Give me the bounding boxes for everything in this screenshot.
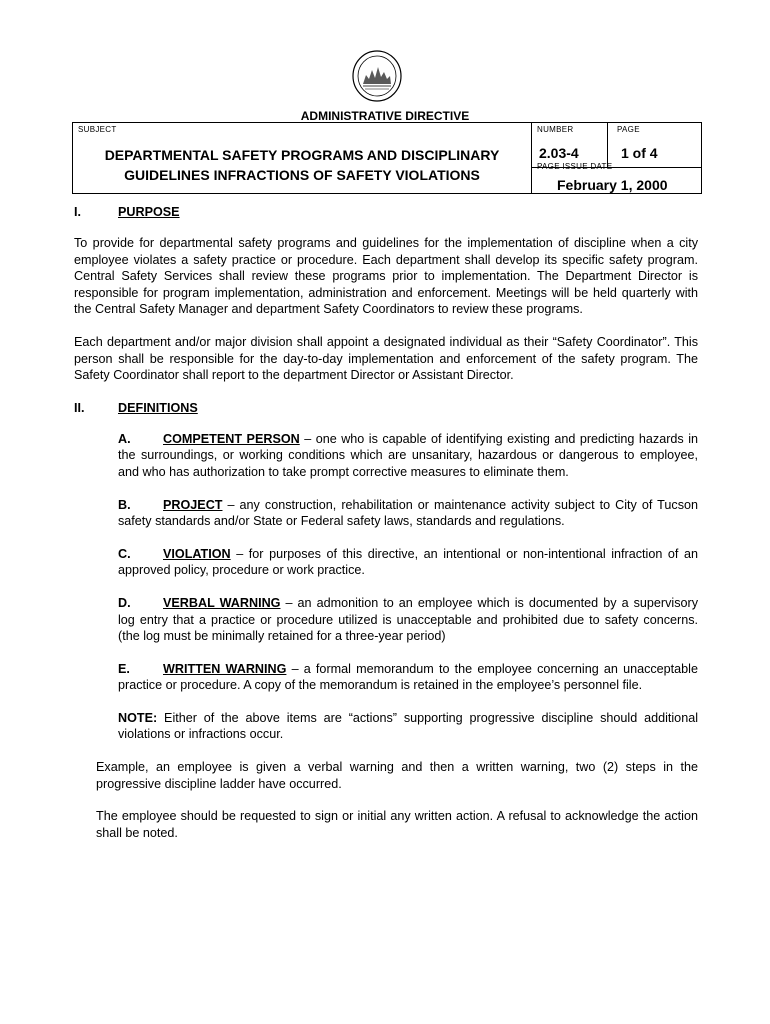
subject-label: SUBJECT [78, 125, 117, 134]
definition-letter: B. [118, 497, 131, 512]
definition-term: WRITTEN WARNING [163, 661, 287, 676]
definition-letter: A. [118, 431, 131, 446]
section-number: II. [74, 400, 85, 415]
section-definitions-heading [74, 400, 698, 417]
sign-paragraph: The employee should be requested to sign or initial any written action. A refusal to acknowledge the action shall be noted. [96, 809, 698, 840]
definition-item [118, 595, 698, 645]
page-number: 1 of 4 [621, 145, 658, 161]
directive-header-table [72, 122, 702, 194]
definition-text: – any construction, rehabilitation or maintenance activity subject to City of Tucson safety standards and/or State or Federal safety laws, standards and regulations. [118, 497, 698, 529]
definition-item [118, 546, 698, 579]
definition-letter: C. [118, 546, 131, 561]
section-number: I. [74, 205, 81, 219]
section-title: PURPOSE [118, 205, 180, 219]
definition-term: VIOLATION [163, 546, 231, 561]
definition-item [118, 431, 698, 481]
page-label: PAGE [617, 125, 640, 134]
definition-letter: E. [118, 661, 130, 676]
number-label: NUMBER [537, 125, 574, 134]
issue-date: February 1, 2000 [557, 177, 668, 193]
city-seal-logo [351, 48, 403, 104]
definition-letter: D. [118, 595, 131, 610]
issue-date-label: PAGE ISSUE DATE [537, 162, 613, 171]
definition-term: VERBAL WARNING [163, 595, 281, 610]
subject-line-2: GUIDELINES INFRACTIONS OF SAFETY VIOLATIONS [124, 167, 480, 183]
definition-term: COMPETENT PERSON [163, 431, 300, 446]
definition-text: – an admonition to an employee which is documented by a supervisory log entry that a practice or procedure utilized is unacceptable and prohibited due to safety concerns. (the log must be minimally retained for a three-year period) [118, 595, 699, 644]
document-body [74, 204, 698, 857]
definition-item [118, 497, 698, 530]
note-label: NOTE: [118, 710, 158, 725]
subject-title [73, 145, 531, 185]
directive-number: 2.03-4 [539, 145, 579, 161]
definition-text: – one who is capable of identifying existing and predicting hazards in the surroundings, or working conditions which are unsanitary, hazardous or dangerous to employee, and who has authorization to take prompt corrective measures to eliminate them. [118, 431, 698, 479]
definition-text: – a formal memorandum to the employee concerning an unacceptable practice or procedure. A copy of the memorandum is retained in the employee’s personnel file. [118, 661, 698, 693]
example-paragraph: Example, an employee is given a verbal warning and then a written warning, two (2) steps in the progressive discipline ladder have occurred. [96, 760, 698, 791]
section-title: DEFINITIONS [118, 400, 198, 415]
definition-term: PROJECT [163, 497, 223, 512]
purpose-paragraph-2: Each department and/or major division shall appoint a designated individual as their “Safety Coordinator”. This person shall be responsible for the day-to-day implementation and enforcement of the safety program. The Safety Coordinator shall report to the department Director or Assistant Director. [74, 334, 698, 383]
subject-line-1: DEPARTMENTAL SAFETY PROGRAMS AND DISCIPLINARY [104, 147, 500, 163]
definition-item [118, 661, 698, 694]
purpose-paragraph-1: To provide for departmental safety programs and guidelines for the implementation of discipline when a city employee violates a safety practice or procedure. Each department shall develop its specific safety program. Central Safety Services shall review these programs prior to implementation. The Department Director is responsible for program implementation, administration and enforcement. Meetings will be held quarterly with the Central Safety Manager and department Safety Coordinators to review these programs. [74, 236, 698, 317]
section-purpose-heading [74, 204, 698, 221]
definition-text: – for purposes of this directive, an intentional or non-intentional infraction of an approved policy, procedure or work practice. [118, 546, 698, 578]
note-text: Either of the above items are “actions” supporting progressive discipline should additional violations or infractions occur. [118, 710, 698, 742]
note-paragraph [118, 710, 698, 743]
document-type-label: ADMINISTRATIVE DIRECTIVE [300, 109, 470, 123]
